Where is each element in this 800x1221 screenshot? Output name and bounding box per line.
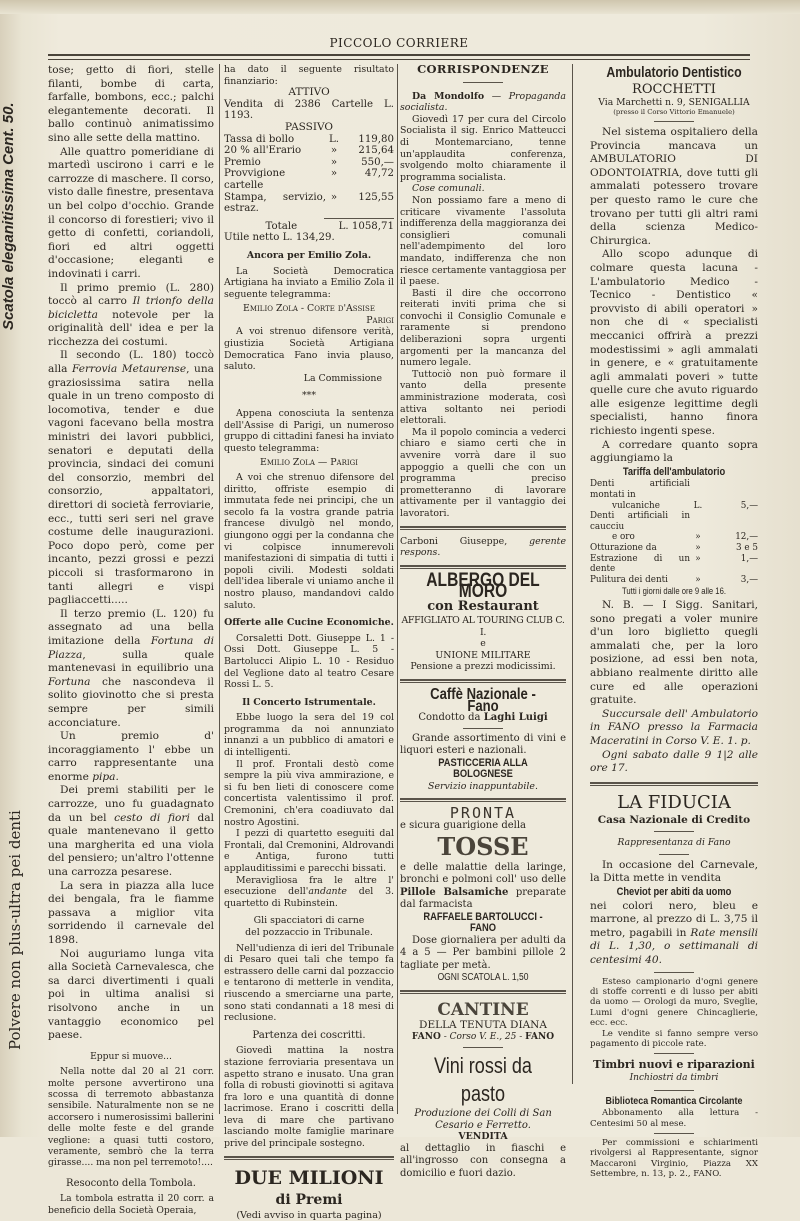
ad-caffe-title: Caffè Nazionale - Fano [430,685,536,715]
article-paragraph: Un premio d' incoraggiamento l' ebbe un carro rappresentante una enorme pipa. [48,730,214,783]
article-paragraph: Giovedì mattina la nostra stazione ferroviaria presentava un aspetto strano e inusato. Una gran folla di robusti giovinotti si agitava fra loro e una quantità di donne lacrimose. Erano i coscritti della leva di mare che partivano lasciando molte famiglie marinare prive del principale sostegno. [224,1045,394,1150]
page-edge [0,0,800,14]
row-amount: 119,80 [358,133,394,145]
row-mark: L. [693,500,703,511]
row-amount: 3 e 5 [736,543,758,553]
row-label: vulcaniche [612,500,660,511]
row-label: 20 % all'Erario [224,145,302,157]
article-paragraph: ha dato il seguente risultato finanziario: [224,64,394,87]
telegram-address: Emilio Zola — Parigi [260,457,358,469]
masthead-rule [48,54,750,60]
row-label: Premio [224,156,261,168]
row-label: Provvigione cartelle [224,168,286,191]
heading-attivo: ATTIVO [288,86,330,99]
ad-timbri: Timbri nuovi e riparazioni [593,1058,755,1072]
total-row: Totale L. 1058,71 [265,220,394,232]
row-amount: 12,— [735,532,758,543]
ad-condotto: Condotto da Laghi Luigi [418,712,548,724]
section-rule [224,1156,394,1160]
row-mark [690,511,706,532]
heading-zola: Ancora per Emilio Zola. [246,249,372,261]
row-mark: » [695,553,701,564]
ad-pasticceria: PASTICCERIA ALLA BOLOGNESE [438,756,528,781]
article-paragraph: Non possiamo fare a meno di criticare vivamente l'assoluta indifferenza della maggioranza dei consiglieri comunali nell'adempimento del loro mandato, indifferenza che non riesce certamente vantaggiosa per il paese. [400,194,566,288]
total-rule [324,218,394,219]
ad-and: e [480,638,486,650]
ad-inchiostri: Inchiostri da timbri [629,1073,719,1084]
section-rule [400,526,566,530]
row-amount: 215,64 [358,145,394,157]
table-row [590,543,758,554]
ad-casa: Casa Nazionale di Credito [597,813,751,826]
article-paragraph: La tombola estratta il 20 corr. a beneficio della Società Operaia, [48,1193,214,1216]
row-label: Denti artificiali in caucciu [590,511,690,532]
vendita-line: Vendita di 2386 Cartelle L. 1193. [224,98,394,122]
row-amount: 1,— [740,553,758,564]
telegram-text: A voi strenuo difensore verità, giustizia Società Artigiana Democratica Fano invia plauso, saluto. [224,326,394,373]
column-divider [219,64,220,1114]
ad-text: al dettaglio in fiaschi e all'ingrosso con consegna a domicilio e fuori dazio. [400,1142,566,1179]
ad-text: Le vendite si fanno sempre verso pagamento di piccole rate. [590,1028,758,1050]
short-rule [654,972,694,973]
section-rule [400,565,566,569]
ad-text: N. B. — I Sigg. Sanitari, sono pregati a voler munire d'un loro biglietto quegli ammalati che, per la loro posizione, ad essi ben nota, abbiano realmente diritto alle cure ed alle operazioni gratuite. [590,598,758,707]
short-rule [654,121,694,122]
masthead-title: PICCOLO CORRIERE [329,36,469,50]
table-row [590,575,758,586]
row-amount: 550,— [361,156,394,168]
column-2 [224,64,394,1221]
ad-text: Dose giornaliera per adulti da 4 a 5 — Per bambini pillole 2 tagliate per metà. [400,934,566,971]
passivo-table [224,134,394,215]
row-amount: 125,55 [358,191,394,203]
heading-carne-2: del pozzaccio in Tribunale. [245,926,373,938]
table-row [590,554,758,575]
row-label: Pulitura dei denti [590,574,668,585]
heading-coscritti: Partenza dei coscritti. [252,1029,366,1041]
row-amount: 47,72 [364,168,394,180]
ad-text: nei colori nero, bleu e marrone, al prezzo di L. 3,75 il metro, pagabili in Rate mensili di L. 1,30, o settimanali di centesimi 40. [590,899,758,967]
table-row [590,479,758,500]
section-rule [590,782,758,786]
telegram-city: Parigi [366,314,394,326]
ad-raffaele: RAFFAELE BARTOLUCCI - FANO [423,910,543,935]
ad-vini-rossi: Vini rossi da pasto [434,1053,532,1107]
table-row [224,145,394,157]
article-paragraph: Noi auguriamo lunga vita alla Società Carnevalesca, che sa darci divertimenti i quali poi in ultima analisi si risolvono anche in un vantaggio economico pel paese. [48,947,214,1042]
short-rule [654,831,694,832]
ad-rappresentanza: Rappresentanza di Fano [617,837,731,849]
row-label: Stampa, servizio, estraz. [224,191,326,215]
ad-text: Allo scopo adunque di colmare questa lacuna - L'ambulatorio Medico - Tecnico - Dentistico « provvisto di abili operatori » non che di « specialisti meccanici offrirà a prezzi modestissimi » agli ammalati in genere, e « gratuitamente agli ammalati poveri » tutte quelle cure che avuto riguardo alle esigenze legittime degli specialisti, hanno finora richiesto ingenti spese. [590,248,758,438]
column-4 [590,64,758,1180]
heading-eppur: Eppur si muove... [90,1050,172,1062]
ad-cheviot: Cheviot per abiti da uomo [616,886,732,899]
column-divider [572,64,573,1084]
margin-ad-polvere: Polvere non plus-ultra pei denti [6,810,24,1050]
heading-passivo: PASSIVO [284,120,334,133]
article-paragraph: Da Mondolfo — Propaganda socialista. [400,90,566,114]
ad-text: Nel sistema ospitaliero della Provincia mancava un AMBULATORIO DI ODONTOIATRIA, dove tutti gli ammalati potessero trovare per questo ramo le cure che trovano per tutti gli altri rami della scienza Medico-Chirurgica. [590,126,758,247]
ad-premi: di Premi [275,1191,343,1208]
article-paragraph: Meravigliosa fra le altre l' esecuzione dell'andante del 3. quartetto di Rubinstein. [224,874,395,909]
telegram-text: A voi che strenuo difensore del diritto, offriste esempio di immutata fede nei principi, che un secolo fa la vostra grande patria francese divulgò nel mondo, giungono oggi per la condanna che vi colpisce innumerevoli manifestazioni di simpatia di tutti i popoli civili. Modesti soldati dell'idea liberale vi uniamo anche il nostro plauso, mandandovi caldo saluto. [224,472,394,611]
article-paragraph: La sera in piazza alla luce dei bengala, fra le fiamme passava a miglior vita sorridendo il carnevale del 1898. [48,879,214,946]
ad-vendita: VENDITA [458,1131,508,1143]
subheading: Cose comunali. [412,183,485,195]
table-row [590,501,758,512]
ad-text: In occasione del Carnevale, la Ditta mette in vendita [590,858,758,885]
article-paragraph: Corsaletti Dott. Giuseppe L. 1 - Ossi Dott. Giuseppe L. 5 - Bartolucci Alipio L. 10 - Residuo del Veglione dato al teatro Cesare Rossi L. 5. [224,632,394,691]
short-rule [463,728,503,729]
ad-pronta: PRONTA [449,804,517,823]
ad-text: Grande assortimento di vini e liquori esteri e nazionali. [400,732,566,757]
telegram-signature: La Commissione [303,372,382,384]
ad-albergo-title: ALBERGO DEL MORO [426,569,540,603]
ad-address: FANO - Corso V. E., 25 - FANO [411,1031,555,1042]
table-row [590,511,758,532]
ad-text: Per commissioni e schiarimenti rivolgersi al Rappresentante, signor Maccaroni Virginio, Piazza XX Settembre, n. 13, p. 2., FANO. [590,1138,758,1180]
row-amount: 3,— [740,574,758,585]
row-mark: » [695,574,701,585]
heading-tombola: Resoconto della Tombola. [66,1177,196,1189]
ad-presso: (presso il Corso Vittorio Emanuele) [613,108,735,116]
ad-unione: UNIONE MILITARE [435,649,531,661]
article-paragraph: Ma il popolo comincia a vederci chiaro e siamo certi che in avvenire vorrà dare il suo appoggio a quelli che con un programma preciso prometteranno di lavorare attivamente per il vantaggio dei lavoratori. [400,426,566,519]
ad-fiducia-title: LA FIDUCIA [617,791,731,813]
heading-concerto: Il Concerto Istrumentale. [242,696,376,708]
row-amount [706,511,758,532]
ad-text: e delle malattie della laringe, bronchi e polmoni coll' uso delle Pillole Balsamiche preparate dal farmacista [400,861,566,911]
ad-ambulatorio-title: Ambulatorio Dentistico [606,64,742,81]
ad-text: Succursale dell' Ambulatorio in FANO presso la Farmacia Maceratini in Corso V. E. 1. p. [590,707,758,747]
ad-tosse: TOSSE [437,831,529,861]
ad-affiliato: AFFIGLIATO AL TOURING CLUB C. I. [401,614,565,638]
article-paragraph: Il secondo (L. 180) toccò alla Ferrovia Metaurense, una graziosissima satira nella quale in un treno composto di locomotiva, tender e due vagoni facevano bella mostra ministri dei lavori pubblici, senatori e deputati della provincia, sindaci dei comuni del consorzio, membri del consorzio, appaltatori, direttori di società ferroviarie, ecc., tutti seri seri nel grave costume delle inaugurazioni. Poco dopo però, come per incanto, pezzi grossi e pezzi piccoli si trasformarono in tanti allegri e vispi pagliaccetti..... [48,349,214,607]
short-rule [654,1133,694,1134]
ad-restaurant: con Restaurant [427,598,539,614]
ad-pensione: Pensione a prezzi modicissimi. [410,661,556,673]
row-label: Estrazione di un dente [590,553,690,575]
row-mark: » [330,156,338,168]
ad-rocchetti: ROCCHETTI [632,82,716,97]
short-rule [463,82,503,83]
article-paragraph: Basti il dire che occorrono reiterati inviti prima che si convochi il Consiglio Comunale e raramente si prendono deliberazioni sopra urgenti argomenti per la mancanza del numero legale. [400,287,566,369]
asterism: *** [301,390,317,402]
ad-due-milioni: DUE MILIONI [234,1166,384,1189]
heading-carne: Gli spacciatori di carne [253,915,365,927]
row-amount: 5,— [740,500,758,511]
section-rule [400,679,566,683]
ad-biblioteca: Biblioteca Romantica Circolante [605,1094,743,1107]
row-label: Tassa di bollo [224,133,295,145]
article-paragraph: Appena conosciuta la sentenza dell'Assise di Parigi, un numeroso gruppo di cittadini fanesi ha inviato questo telegramma: [224,408,394,454]
telegram-address: Emilio Zola - Corte d'Assise [243,303,375,315]
article-paragraph: tose; getto di fiori, stelle filanti, bombe di carta, farfalle, bombons, ecc.; palchi elegantemente decorati. Il ballo continuò animatissimo sino alle sette della mattino. [48,64,214,144]
utile-line: Utile netto L. 134,29. [224,232,335,244]
row-mark: » [330,191,338,203]
article-paragraph: Dei premi stabiliti per le carrozze, uno fu guadagnato da un bel cesto di fiori dal quale mantenevano il getto una margherita ed una viola del pensiero; un'altro l'ottenne una carrozza pesarese. [48,784,214,879]
tariff-table [590,479,758,585]
article-paragraph: Ebbe luogo la sera del 19 col programma da noi annunziato innanzi a un pubblico di amatori e di intelligenti. [224,712,394,759]
row-mark: » [330,168,338,180]
row-label: Denti artificiali montati in [590,479,690,501]
table-row [590,532,758,543]
short-rule [654,1090,694,1091]
row-mark: L. [328,133,339,145]
article-paragraph: Alle quattro pomeridiane di martedì uscirono i carri e le carrozze di maschere. Il corso, visto dalle finestre, presentava un bel colpo d'occhio. Grande il concorso di forestieri; vivo il getto di confetti, coriandoli, fiori ed altri oggetti d'occasione; eleganti e indovinati i carri. [48,145,214,280]
tariffa-title: Tariffa dell'ambulatorio [622,465,726,478]
article-paragraph: Nell'udienza di ieri del Tribunale di Pesaro quei tali che tempo fa estrassero delle carni dal pozzaccio e tentarono di metterle in vendita, riuscendo a smerciarne una parte, sono stati condannati a 18 mesi di reclusione. [224,942,394,1024]
short-rule [654,1053,694,1054]
short-rule [463,1047,503,1048]
section-title: CORRISPONDENZE [417,62,549,76]
table-row [224,168,394,191]
ad-text: Esteso campionario d'ogni genere di stoffe correnti e di lusso per abiti da uomo — Orologi da muro, Sveglie, Lumi d'ogni genere Chincaglierie, ecc. ecc. [590,976,758,1029]
section-rule [400,990,566,994]
article-paragraph: Nella notte dal 20 al 21 corr. molte persone avvertirono una scossa di terremoto abbastanza sensibile. Naturalmente non se ne accorsero i numerosissimi ballerini delle molte feste e del grande veglione: a quasi tutti costoro, veramente, sembrò che la terra girasse.... ma non pel terremoto!.... [48,1066,214,1169]
article-paragraph: I pezzi di quartetto eseguiti dal Frontali, dal Cremonini, Aldrovandi e Antiga, furono tutti applauditissimi e parecchi bissati. [224,828,394,874]
article-paragraph: Giovedì 17 per cura del Circolo Socialista il sig. Enrico Matteucci di Montemarciano, tenne un'applaudita conferenza, svolgendo molto chiaramente il programma socialista. [400,113,566,183]
ad-text: Ogni sabato dalle 9 1|2 alle ore 17. [590,748,758,775]
ad-produzione: Produzione dei Colli di San Cesario e Ferretto. [414,1108,552,1131]
row-label: Otturazione da [590,543,657,553]
table-row [224,134,394,146]
table-row [224,157,394,169]
heading-cucine: Offerte alle Cucine Economiche. [224,617,394,629]
table-row [224,192,394,215]
row-mark: » [330,145,338,157]
ad-vedi: (Vedi avviso in quarta pagina) [236,1209,382,1221]
row-mark [690,479,706,500]
ad-text: Abbonamento alla lettura - Centesimi 50 al mese. [590,1108,758,1129]
column-divider [397,64,398,1114]
ad-servizio: Servizio inappuntabile. [428,780,538,792]
ad-text: A corredare quanto sopra aggiungiamo la [590,438,758,465]
article-paragraph: Tuttociò non può formare il vanto della presente amministrazione moderata, così attiva soltanto nei periodi elettorali. [400,368,566,427]
row-mark: » [695,532,701,543]
section-rule [400,798,566,802]
article-paragraph: Il prof. Frontali destò come sempre la più viva ammirazione, e si fu ben lieti di conoscere come concertista valentissimo il prof. Cremonini, ch'era coadiuvato dal nostro Agostini. [224,758,394,828]
column-3 [400,64,566,1180]
gerente-line: Carboni Giuseppe, gerente respons. [400,535,566,559]
article-paragraph: La Società Democratica Artigiana ha inviato a Emilio Zola il seguente telegramma: [224,265,394,300]
ad-orari: Tutti i giorni dalle ore 9 alle 16. [622,586,726,597]
margin-ad-scatola: Scatola eleganitissima Cent. 50. [0,102,17,330]
short-rule [659,854,689,855]
row-label: e oro [612,532,635,543]
column-1 [48,64,214,1216]
ad-cantine: CANTINE [437,999,529,1020]
article-paragraph: Il primo premio (L. 280) toccò al carro Il trionfo della bicicletta notevole per la originalità dell' idea e per la ricchezza dei costumi. [48,281,214,348]
article-paragraph: Il terzo premio (L. 120) fu assegnato ad una bella imitazione della Fortuna di Piazza, sulla quale mantenevasi in equilibrio una Fortuna che nascondeva il solito giovinotto che si presta sempre per simili acconciature. [48,607,214,729]
ad-tenuta: DELLA TENUTA DIANA [419,1018,547,1031]
row-amount [706,479,758,500]
ad-text: e sicura guarigione della [400,820,527,832]
ad-scatola: OGNI SCATOLA L. 1,50 [437,972,529,984]
row-mark: » [695,543,701,553]
ad-via: Via Marchetti n. 9, SENIGALLIA [598,97,750,108]
